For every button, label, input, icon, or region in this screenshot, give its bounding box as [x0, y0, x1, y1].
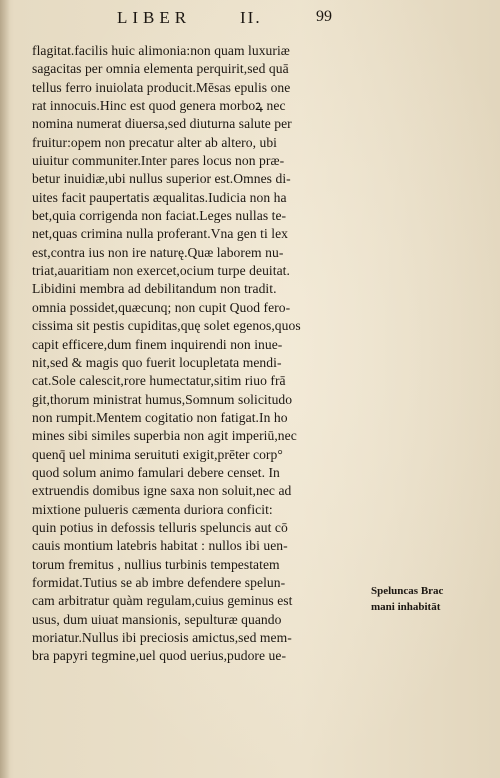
text-line: omnia possidet,quæcunq; non cupit Quod fero- [32, 299, 291, 315]
text-line: quenq̄ uel minima seruituti exigit,prēter corp° [32, 446, 283, 462]
running-head-book-number: II. [240, 8, 262, 27]
text-line: moriatur.Nullus ibi preciosis amictus,sed mem- [32, 630, 292, 645]
text-line: rat innocuis.Hinc est quod genera morboꝝ nec [32, 98, 286, 114]
text-line: capit efficere,dum finem inquirendi non inue- [32, 336, 283, 352]
text-line: est,contra ius non ire naturę.Quæ laborem nu- [32, 244, 284, 260]
running-head-title: LIBER [117, 8, 192, 27]
margin-note-line: mani inhabitāt [371, 601, 441, 613]
text-line: mixtione pulueris cæmenta duriora conficit: [32, 501, 273, 517]
margin-note [371, 583, 497, 615]
text-line: non rumpit.Mentem cogitatio non fatigat.In ho [32, 409, 288, 425]
text-line: cat.Sole calescit,rore humectatur,sitim riuo frā [32, 373, 286, 389]
text-line: bet,quia corrigenda non faciat.Leges nullas te- [32, 208, 287, 224]
text-line: uites facit paupertatis æqualitas.Iudicia non ha [32, 189, 287, 205]
text-line: nit,sed & magis quo fuerit locupletata mendi- [32, 354, 282, 370]
gutter-shadow [0, 0, 10, 778]
text-line: nomina numerat diuersa,sed diuturna salute per [32, 116, 292, 132]
text-line: tellus ferro inuiolata producit.Mēsas epulis one [32, 79, 291, 95]
text-line: cauis montium latebris habitat : nullos ibi uen- [32, 538, 288, 554]
text-line: Libidini membra ad debilitandum non tradit. [32, 281, 277, 297]
text-line: triat,auaritiam non exercet,ocium turpe deuitat. [32, 263, 290, 279]
margin-note-line: Speluncas Brac [371, 585, 444, 597]
text-line: fruitur:opem non precatur alter ab altero, ubi [32, 134, 278, 150]
text-line: uiuitur communiter.Inter pares locus non præ- [32, 153, 285, 169]
text-line: git,thorum ministrat humus,Somnum solicitudo [32, 391, 293, 407]
text-line: bra papyri tegmine,uel quod uerius,pudore ue- [32, 648, 287, 664]
text-line: mines sibi similes superbia non agit imperiū,nec [32, 428, 297, 444]
text-line: cissima sit pestis cupiditas,quę solet egenos,quos [32, 318, 301, 334]
text-line: extruendis domibus igne saxa non soluit,nec ad [32, 483, 292, 499]
text-line: formidat.Tutius se ab imbre defendere spelun- [32, 574, 286, 590]
page-number: 99 [316, 8, 332, 25]
text-line: betur inuidiæ,ubi nullus superior est.Omnes di- [32, 171, 291, 187]
text-line: sagacitas per omnia elementa perquirit,sed quā [32, 61, 289, 77]
text-line: cam arbitratur quàm regulam,cuius geminus est [32, 593, 293, 609]
running-head [0, 6, 500, 32]
text-line: usus, dum uiuat mansionis, sepulturæ quando [32, 611, 282, 627]
text-line: net,quas crimina nulla proferant.Vna gen ti lex [32, 226, 289, 242]
text-line: flagitat.facilis huic alimonia:non quam luxuriæ [32, 43, 290, 58]
text-line: quod solum animo famulari debere censet. In [32, 464, 280, 480]
body-text [32, 42, 366, 666]
text-line: torum fremitus , nullius turbinis tempestatem [32, 556, 280, 572]
text-line: quin potius in defossis telluris speluncis aut cō [32, 519, 288, 535]
